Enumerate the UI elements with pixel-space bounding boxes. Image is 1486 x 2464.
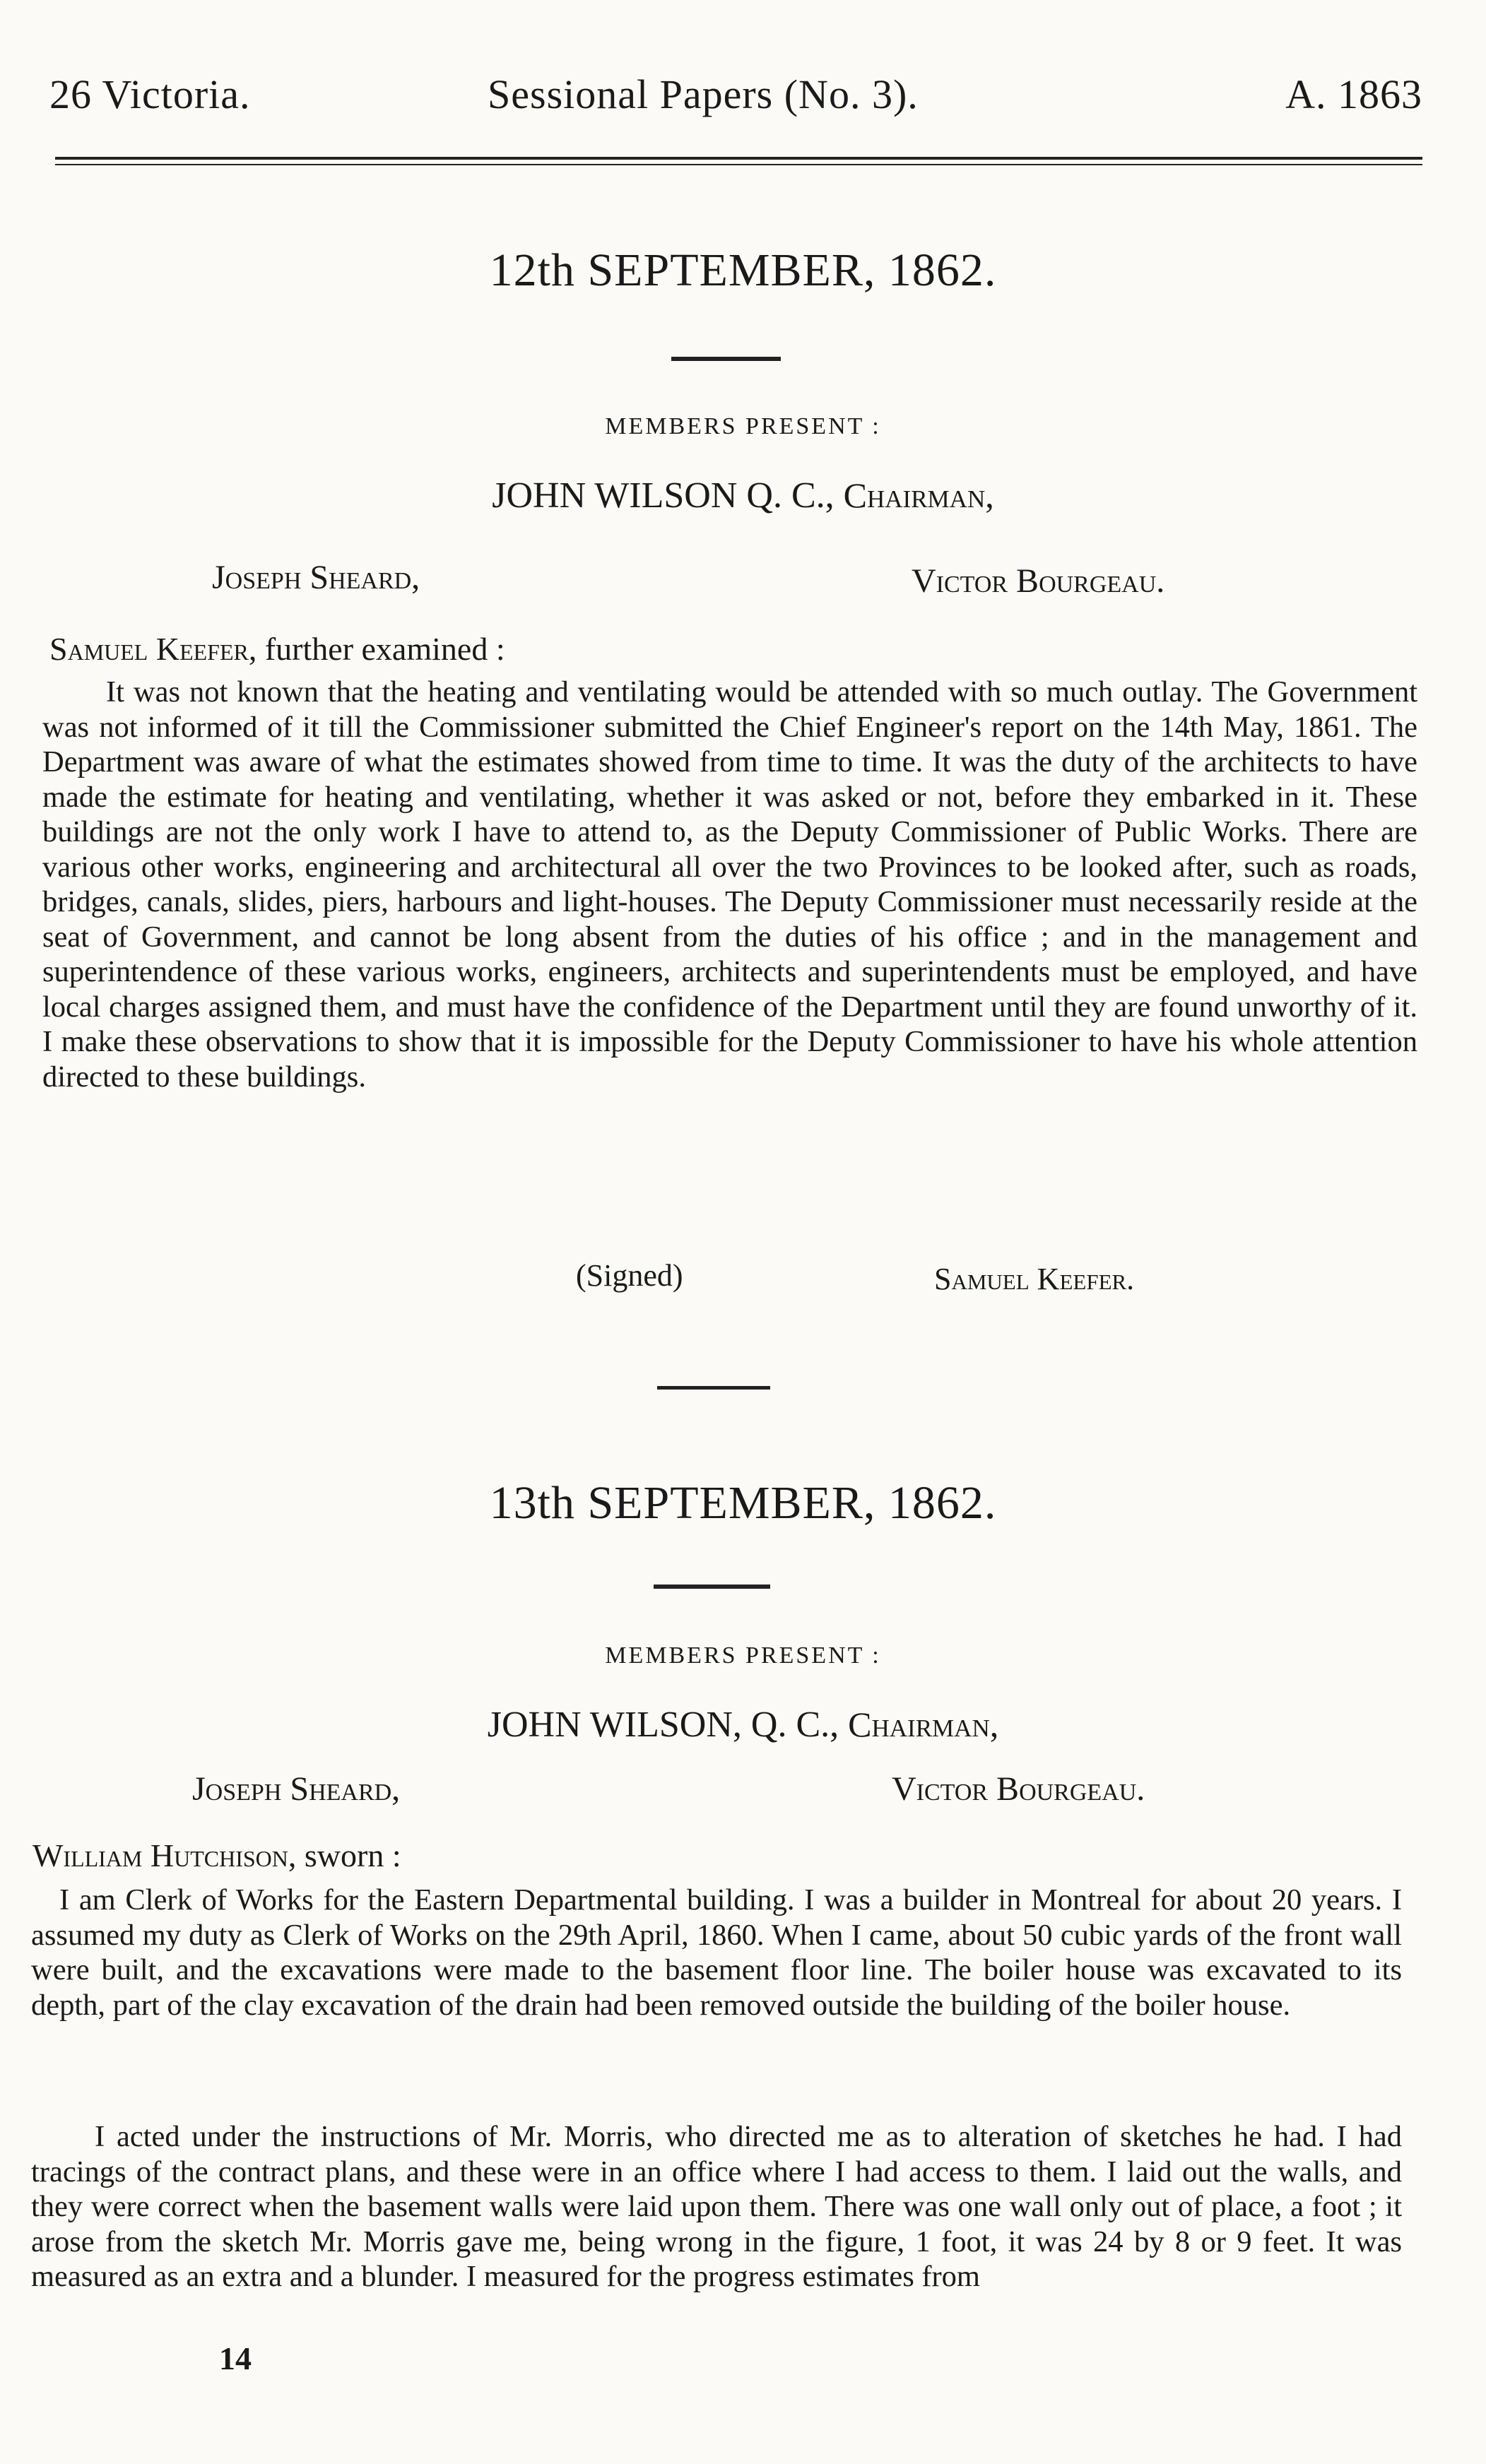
section1-members-label: MEMBERS PRESENT : [605, 413, 881, 439]
section2-member-left: Joseph Sheard, [192, 1770, 401, 1808]
running-head [49, 71, 1422, 127]
section2-witness-line [33, 1837, 401, 1874]
running-head-right: A. 1863 [1285, 71, 1422, 117]
section2-chairman-title: Chairman, [848, 1705, 999, 1744]
header-rule-top [55, 157, 1422, 160]
section1-member-right: Victor Bourgeau. [912, 562, 1165, 600]
section1-member-left: Joseph Sheard, [212, 559, 420, 596]
section-separator [657, 1386, 770, 1390]
section2-member-right: Victor Bourgeau. [892, 1770, 1145, 1808]
section1-chairman-title: Chairman, [843, 475, 994, 515]
section1-signed-label: (Signed) [576, 1258, 683, 1293]
section2-members-label: MEMBERS PRESENT : [605, 1642, 881, 1669]
section1-witness-name: Samuel Keefer, [49, 631, 257, 667]
section2-chairman-line [0, 1704, 1486, 1746]
section1-testimony: It was not known that the heating and ventilating would be attended with so much outlay. The Government was not informed of it till the Commissioner submitted the Chief Engineer's report on the 14th May, 1861. The Department was aware of what the estimates showed from time to time. It was the duty of the architects to have made the estimate for heating and ventilating, whether it was asked or not, before they embarked in it. These buildings are not the only work I have to attend to, as the Deputy Commissioner of Public Works. There are various other works, engineering and architectural all over the two Provinces to be looked after, such as roads, bridges, canals, slides, piers, harbours and light-houses. The Deputy Commissioner must necessarily reside at the seat of Government, and cannot be long absent from the duties of his office ; and in the management and superintendence of these various works, engineers, architects and superintendents must be employed, and have local charges assigned them, and must have the confidence of the Department until they are found unworthy of it. I make these observations to show that it is impossible for the Deputy Commissioner to have his whole attention directed to these buildings. [42, 675, 1417, 1094]
section2-testimony-1: I am Clerk of Works for the Eastern Departmental building. I was a builder in Montreal for about 20 years. I assumed my duty as Clerk of Works on the 29th April, 1860. When I came, about 50 cubic yards of the front wall were built, and the excavations were made to the basement floor line. The boiler house was excavated to its depth, part of the clay excavation of the drain had been removed outside the building of the boiler house. [31, 1883, 1402, 2022]
section1-divider [671, 357, 781, 361]
section2-witness-status: sworn : [304, 1837, 401, 1873]
page-number: 14 [219, 2340, 252, 2376]
section2-chairman-name: JOHN WILSON, Q. C., [487, 1705, 839, 1745]
section1-signature: Samuel Keefer. [934, 1262, 1135, 1296]
section2-testimony-2: I acted under the instructions of Mr. Morris, who directed me as to alteration of sketches he had. I had tracings of the contract plans, and these were in an office where I had access to them. I laid out the walls, and they were correct when the basement walls were laid upon them. There was one wall only out of place, a foot ; it arose from the sketch Mr. Morris gave me, being wrong in the figure, 1 foot, it was 24 by 8 or 9 feet. It was measured as an extra and a blunder. I measured for the progress estimates from [31, 2120, 1402, 2293]
section1-date-title: 12th SEPTEMBER, 1862. [489, 244, 997, 296]
section1-chairman-line [0, 475, 1486, 516]
section2-divider [654, 1585, 770, 1589]
section2-date-title: 13th SEPTEMBER, 1862. [489, 1477, 997, 1529]
section1-witness-line [49, 630, 505, 668]
section1-witness-status: further examined : [264, 631, 505, 667]
section2-witness-name: William Hutchison, [33, 1837, 297, 1873]
running-head-left: 26 Victoria. [49, 71, 251, 117]
section1-chairman-name: JOHN WILSON Q. C., [492, 475, 835, 516]
header-rule-bottom [55, 164, 1422, 165]
running-head-center: Sessional Papers (No. 3). [488, 71, 919, 117]
